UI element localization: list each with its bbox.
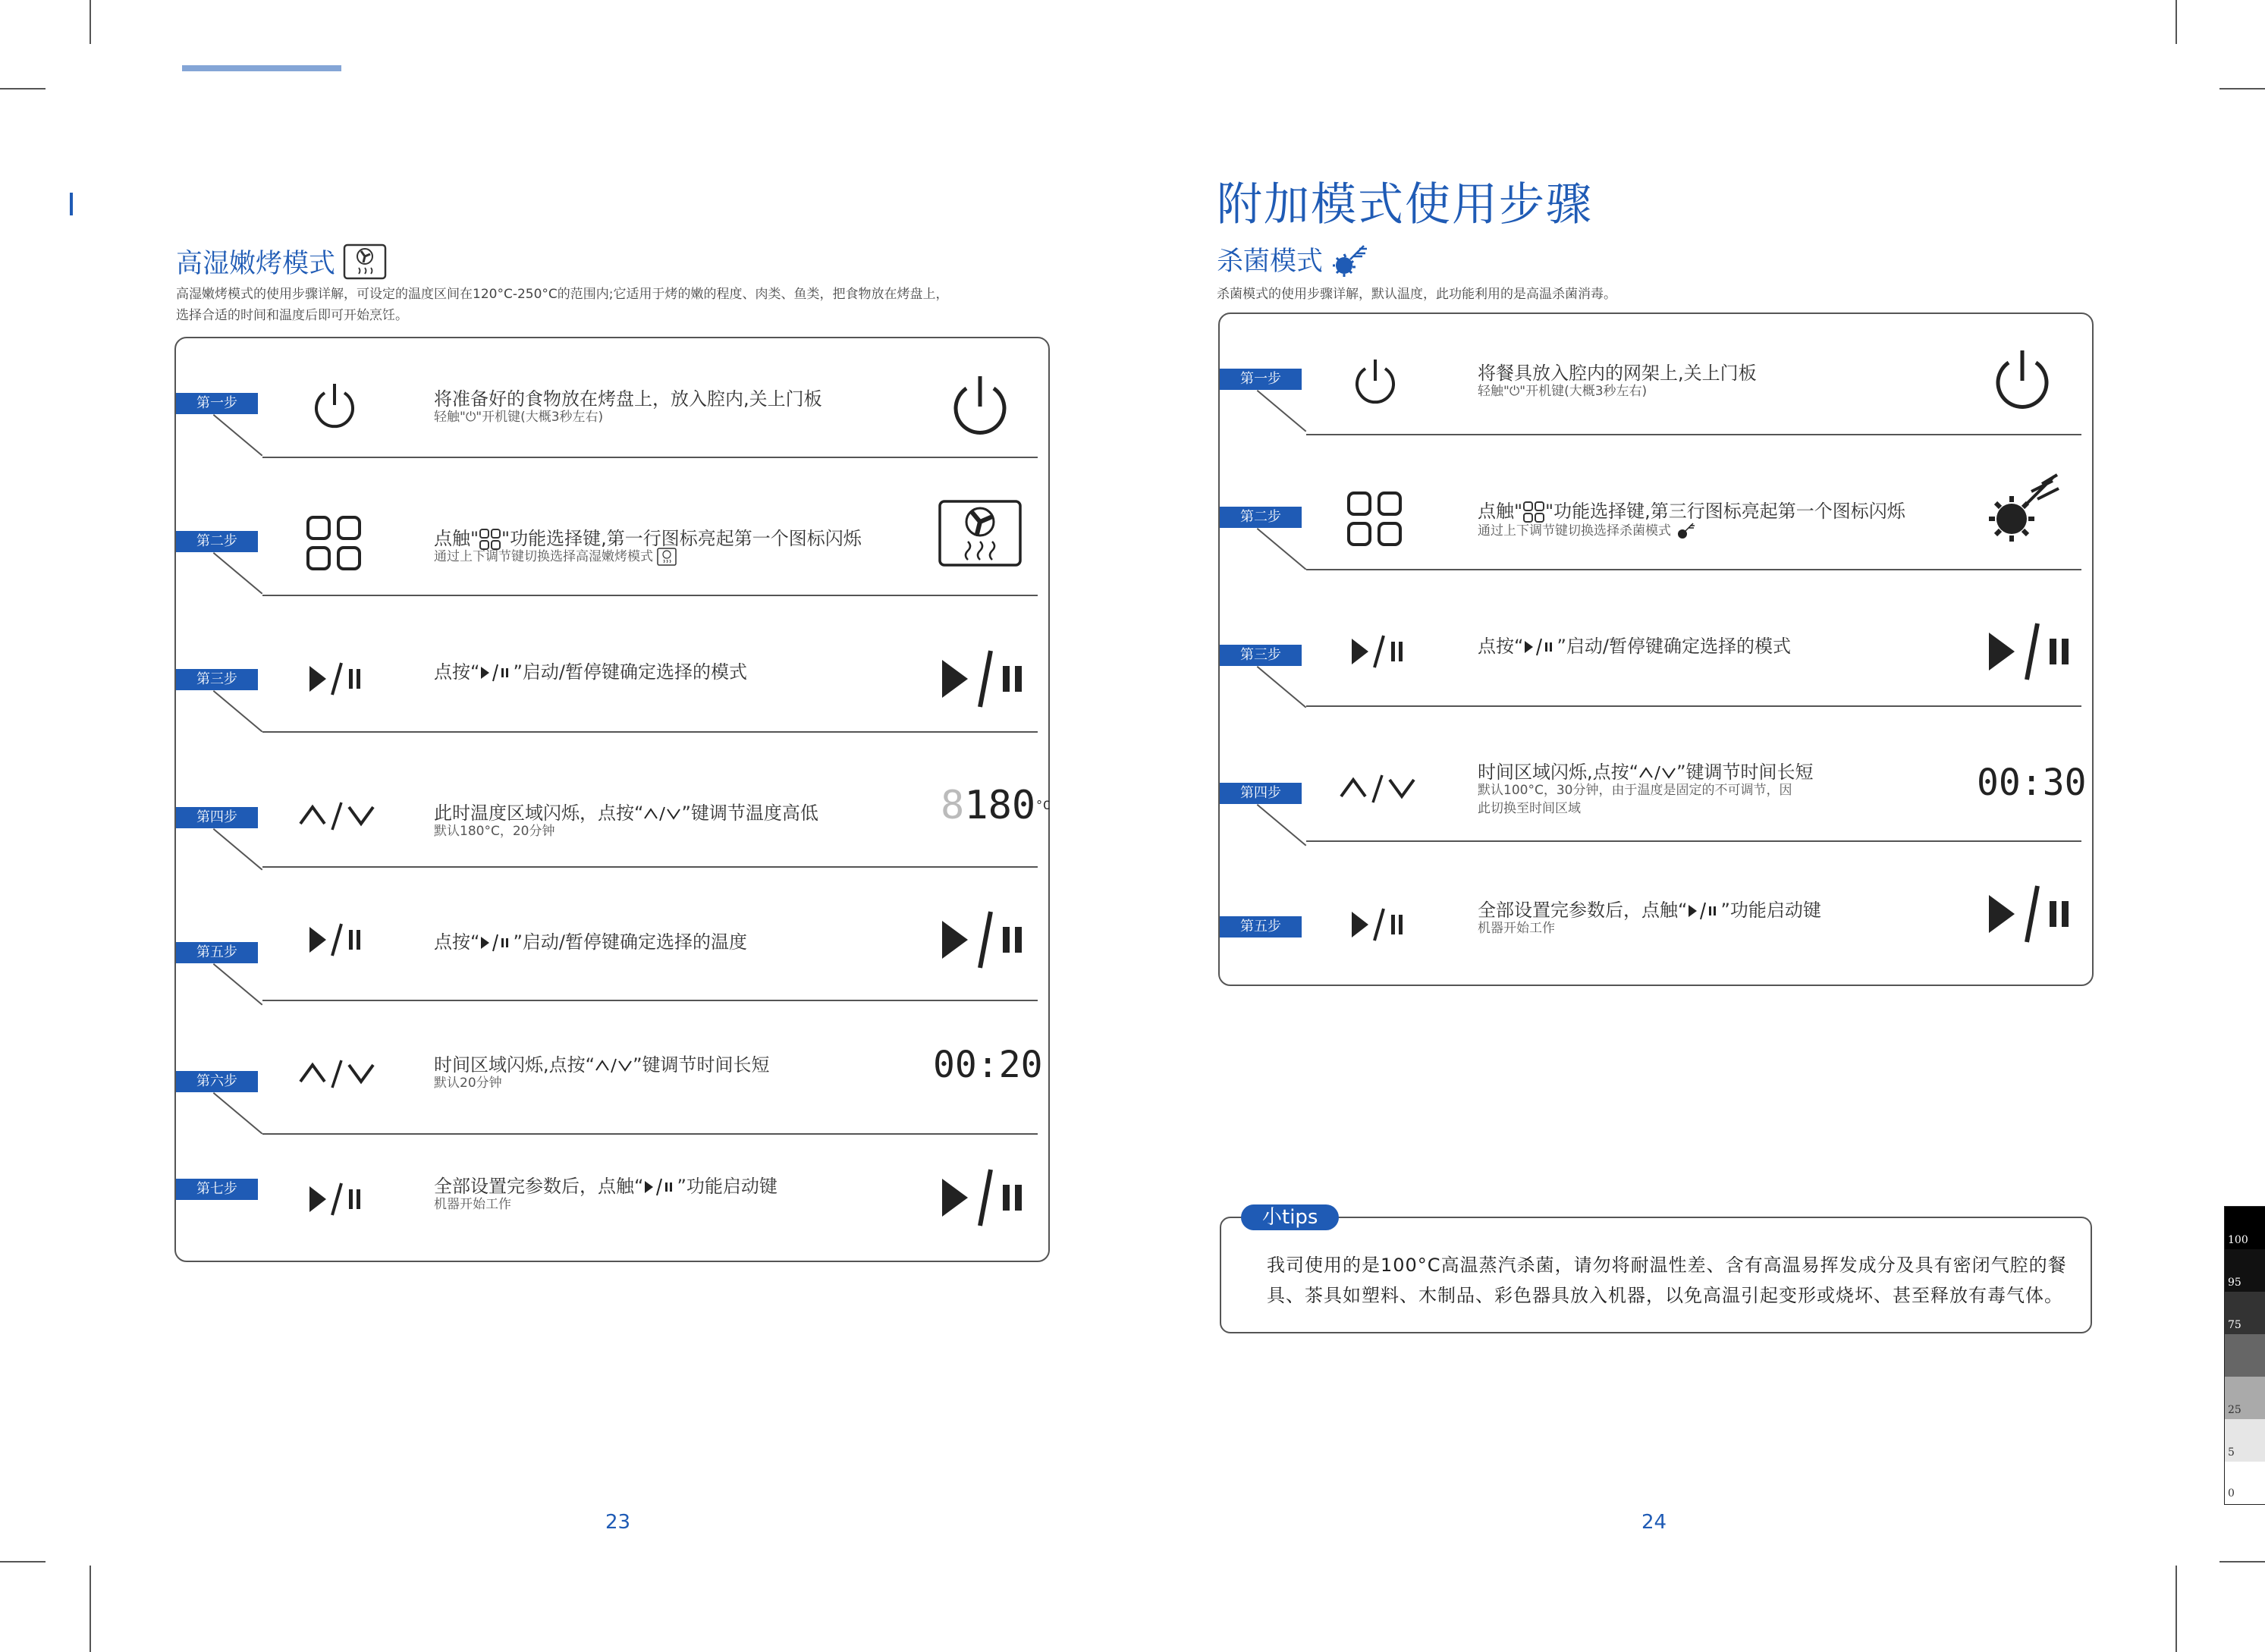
start-pause-icon xyxy=(1349,633,1406,671)
step-main-text: 将准备好的食物放在烤盘上，放入腔内,关上门板 xyxy=(434,388,822,410)
step-sub-text: 默认180°C，20分钟 xyxy=(434,824,555,839)
right-page-number: 24 xyxy=(1641,1511,1667,1534)
step-main-text: 时间区域闪烁,点按“ ”键调节时间长短 xyxy=(434,1054,770,1076)
step-badge: 第五步 xyxy=(176,942,258,963)
sterilize-icon-small xyxy=(1675,520,1696,542)
steam-grill-icon-small xyxy=(657,548,677,566)
start-pause-icon xyxy=(306,1180,364,1218)
start-pause-icon-large xyxy=(1986,883,2074,945)
step-sub-text: 机器开始工作 xyxy=(434,1197,511,1212)
step-sub-text: 轻触"⏻"开机键(大概3秒左右) xyxy=(434,410,604,425)
step-badge: 第二步 xyxy=(176,531,258,552)
step-sub-text: 轻触"⏻"开机键(大概3秒左右) xyxy=(1478,384,1648,399)
power-icon xyxy=(311,381,358,431)
left-page-number: 23 xyxy=(605,1511,631,1534)
sterilize-icon-large xyxy=(1984,469,2063,548)
start-pause-icon-small xyxy=(1687,901,1720,921)
power-icon-large xyxy=(950,373,1010,437)
step-sub-text: 机器开始工作 xyxy=(1478,921,1555,936)
left-section-title-text: 高湿嫩烤模式 xyxy=(176,249,336,279)
up-down-icon xyxy=(1338,769,1417,807)
tips-text: 我司使用的是100°C高温蒸汽杀菌，请勿将耐温性差、含有高温易挥发成分及具有密闭气腔的餐 具、茶具如塑料、木制品、彩色器具放入机器，以免高温引起变形或烧坏、甚至释放有毒气体。 xyxy=(1267,1255,2067,1306)
start-pause-icon-small xyxy=(479,933,513,953)
start-pause-icon xyxy=(1349,906,1406,944)
start-pause-icon-large xyxy=(1986,620,2074,683)
gray-label: 75 xyxy=(2228,1319,2241,1331)
gray-label: 25 xyxy=(2228,1404,2241,1416)
up-down-icon-small xyxy=(643,805,681,823)
time-display: 00:20 xyxy=(933,1044,1043,1086)
page-title: 附加模式使用步骤 xyxy=(1217,178,1593,231)
function-select-icon xyxy=(305,514,363,572)
tips-label: 小tips xyxy=(1241,1204,1339,1230)
step-badge: 第六步 xyxy=(176,1071,258,1092)
step-badge: 第二步 xyxy=(1220,507,1302,528)
steam-grill-icon xyxy=(343,243,387,280)
start-pause-icon-small xyxy=(643,1177,677,1197)
step-main-text: 点按“ ”启动/暂停键确定选择的温度 xyxy=(434,931,747,953)
right-section-title xyxy=(1217,240,1370,279)
up-down-icon xyxy=(297,796,376,834)
right-description: 杀菌模式的使用步骤详解，默认温度，此功能利用的是高温杀菌消毒。 xyxy=(1217,287,1616,302)
time-display: 00:30 xyxy=(1977,762,2087,804)
step-main-text: 全部设置完参数后，点触“ ”功能启动键 xyxy=(1478,900,1821,921)
function-select-icon xyxy=(1346,490,1403,548)
steam-grill-icon-large xyxy=(938,499,1023,567)
power-icon-large xyxy=(1992,347,2053,411)
gray-label: 100 xyxy=(2228,1234,2248,1246)
right-steps-panel xyxy=(1218,312,2094,986)
start-pause-icon-large xyxy=(939,1167,1027,1229)
step-sub-text: 通过上下调节键切换选择杀菌模式 xyxy=(1478,520,1696,542)
start-pause-icon-large xyxy=(939,648,1027,710)
temperature-display: $8180^{^\circ C}$ xyxy=(941,783,1051,828)
step-badge: 第三步 xyxy=(176,669,258,690)
step-badge: 第一步 xyxy=(1220,369,1302,390)
step-main-text: 时间区域闪烁,点按“ ”键调节时间长短 xyxy=(1478,762,1814,783)
step-badge: 第七步 xyxy=(176,1179,258,1200)
sterilize-icon xyxy=(1330,240,1370,279)
step-sub-text: 默认100°C，30分钟，由于温度是固定的不可调节，因 此切换至时间区域 xyxy=(1478,783,1792,816)
step-main-text: 点按“ ”启动/暂停键确定选择的模式 xyxy=(1478,636,1791,657)
start-pause-icon-large xyxy=(939,909,1027,971)
left-section-title xyxy=(176,243,387,281)
power-icon xyxy=(1352,356,1399,407)
step-badge: 第三步 xyxy=(1220,645,1302,666)
left-description: 高湿嫩烤模式的使用步骤详解，可设定的温度区间在120°C-250°C的范围内;它适用于烤的嫩的程度、肉类、鱼类，把食物放在烤盘上， 选择合适的时间和温度后即可开始烹饪。 xyxy=(176,287,949,323)
step-main-text: 全部设置完参数后，点触“ ”功能启动键 xyxy=(434,1176,778,1197)
start-pause-icon-small xyxy=(479,663,513,683)
right-section-title-text: 杀菌模式 xyxy=(1217,247,1324,277)
step-sub-text: 默认20分钟 xyxy=(434,1076,502,1091)
step-main-text: 点触" "功能选择键,第一行图标亮起第一个图标闪烁 xyxy=(434,528,862,549)
step-main-text: 将餐具放入腔内的网架上,关上门板 xyxy=(1478,363,1757,384)
start-pause-icon-small xyxy=(1523,637,1557,657)
gray-scale-strip xyxy=(2224,1206,2265,1505)
gray-label: 0 xyxy=(2228,1487,2235,1500)
step-badge: 第五步 xyxy=(1220,916,1302,937)
start-pause-icon xyxy=(306,921,364,959)
up-down-icon-small xyxy=(1638,764,1676,782)
step-main-text: 点按“ ”启动/暂停键确定选择的模式 xyxy=(434,661,747,683)
step-badge: 第一步 xyxy=(176,393,258,414)
gray-label: 95 xyxy=(2228,1277,2241,1289)
step-main-text: 此时温度区域闪烁，点按“ ”键调节温度高低 xyxy=(434,802,818,824)
step-main-text: 点触" "功能选择键,第三行图标亮起第一个图标闪烁 xyxy=(1478,501,1905,522)
up-down-icon xyxy=(297,1054,376,1092)
left-steps-panel xyxy=(174,337,1050,1262)
start-pause-icon xyxy=(306,660,364,698)
step-badge: 第四步 xyxy=(176,807,258,828)
step-sub-text: 通过上下调节键切换选择高湿嫩烤模式 xyxy=(434,548,677,566)
step-badge: 第四步 xyxy=(1220,783,1302,804)
up-down-icon-small xyxy=(595,1057,633,1075)
gray-label: 5 xyxy=(2228,1446,2235,1459)
